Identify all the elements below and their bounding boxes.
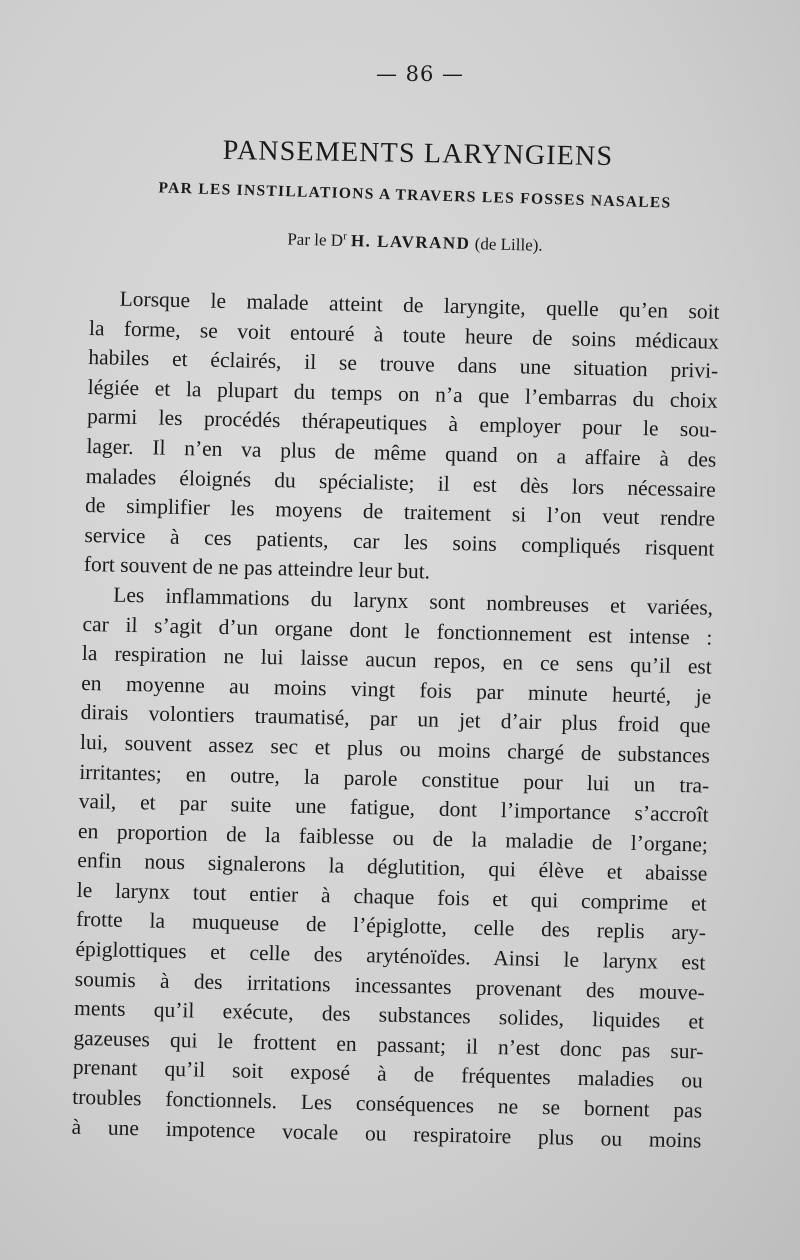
text-line: en moyenne au moins vingt fois par minute heurté, je bbox=[81, 670, 712, 709]
text-line: légiée et la plupart du temps on n’a que l’embarras du choix bbox=[87, 374, 718, 413]
author-name: H. LAVRAND bbox=[350, 231, 471, 254]
text-line: Lorsque le malade atteint de laryngite, quelle qu’en soit bbox=[119, 286, 720, 324]
text-line: à une impotence vocale ou respiratoire plus ou moins bbox=[71, 1114, 702, 1153]
text-line: épiglottiques et celle des aryténoïdes. Ainsi le larynx est bbox=[75, 936, 706, 975]
text-line: la respiration ne lui laisse aucun repos, en ce sens qu’il est bbox=[81, 641, 713, 679]
text-line: lui, souvent assez sec et plus ou moins chargé de substances bbox=[79, 729, 711, 768]
text-line: Les inflammations du larynx sont nombreuses et variées, bbox=[112, 582, 714, 620]
text-line: troubles fonctionnels. Les conséquences ne se bornent pas bbox=[72, 1084, 703, 1123]
text-line: enfin nous signalerons la déglutition, qui élève et abaisse bbox=[77, 848, 708, 886]
body-text bbox=[71, 284, 720, 1156]
byline-prefix: Par le D bbox=[287, 229, 344, 250]
text-line: car il s’agit d’un organe dont le fonctionnement est intense : bbox=[82, 611, 713, 650]
text-line: la forme, se voit entouré à toute heure de soins médicaux bbox=[88, 315, 720, 354]
text-line: fort souvent de ne pas atteindre leur but. bbox=[83, 552, 431, 584]
text-line: le larynx tout entier à chaque fois et qui comprime et bbox=[76, 877, 707, 916]
text-line: prenant qu’il soit exposé à de fréquentes maladies ou bbox=[72, 1055, 704, 1093]
author-byline bbox=[0, 222, 800, 263]
text-line: de simplifier les moyens de traitement si l’on veut rendre bbox=[84, 493, 716, 531]
article-subtitle: PAR LES INSTILLATIONS A TRAVERS LES FOSSES NASALES bbox=[158, 179, 672, 212]
text-line: irritantes; en outre, la parole constitue pour lui un tra- bbox=[79, 759, 710, 798]
text-line: en proportion de la faiblesse ou de la maladie de l’organe; bbox=[77, 818, 709, 857]
text-line: malades éloignés du spécialiste; il est dès lors nécessaire bbox=[85, 463, 716, 502]
byline-superscript: r bbox=[342, 230, 347, 243]
text-line: soumis à des irritations incessantes provenant des mouve- bbox=[74, 966, 705, 1005]
byline-suffix: (de Lille). bbox=[474, 234, 543, 255]
text-line: gazeuses qui le frottent en passant; il n’est donc pas sur- bbox=[73, 1025, 704, 1064]
page-number: — 86 — bbox=[375, 62, 465, 86]
text-line: habiles et éclairés, il se trouve dans une situation privi- bbox=[88, 345, 719, 383]
text-line: vail, et par suite une fatigue, dont l’importance s’accroît bbox=[78, 788, 709, 827]
text-line: dirais volontiers traumatisé, par un jet d’air plus froid que bbox=[80, 700, 711, 738]
text-line: lager. Il n’en va plus de même quand on a affaire à des bbox=[86, 433, 717, 472]
text-line: parmi les procédés thérapeutiques à employer pour le sou- bbox=[86, 404, 718, 443]
article-title: PANSEMENTS LARYNGIENS bbox=[222, 134, 614, 173]
text-line: ments qu’il exécute, des substances solides, liquides et bbox=[73, 996, 705, 1034]
text-line: frotte la muqueuse de l’épiglotte, celle des replis ary- bbox=[75, 907, 707, 946]
text-line: service à ces patients, car les soins compliqués risquent bbox=[84, 522, 715, 561]
